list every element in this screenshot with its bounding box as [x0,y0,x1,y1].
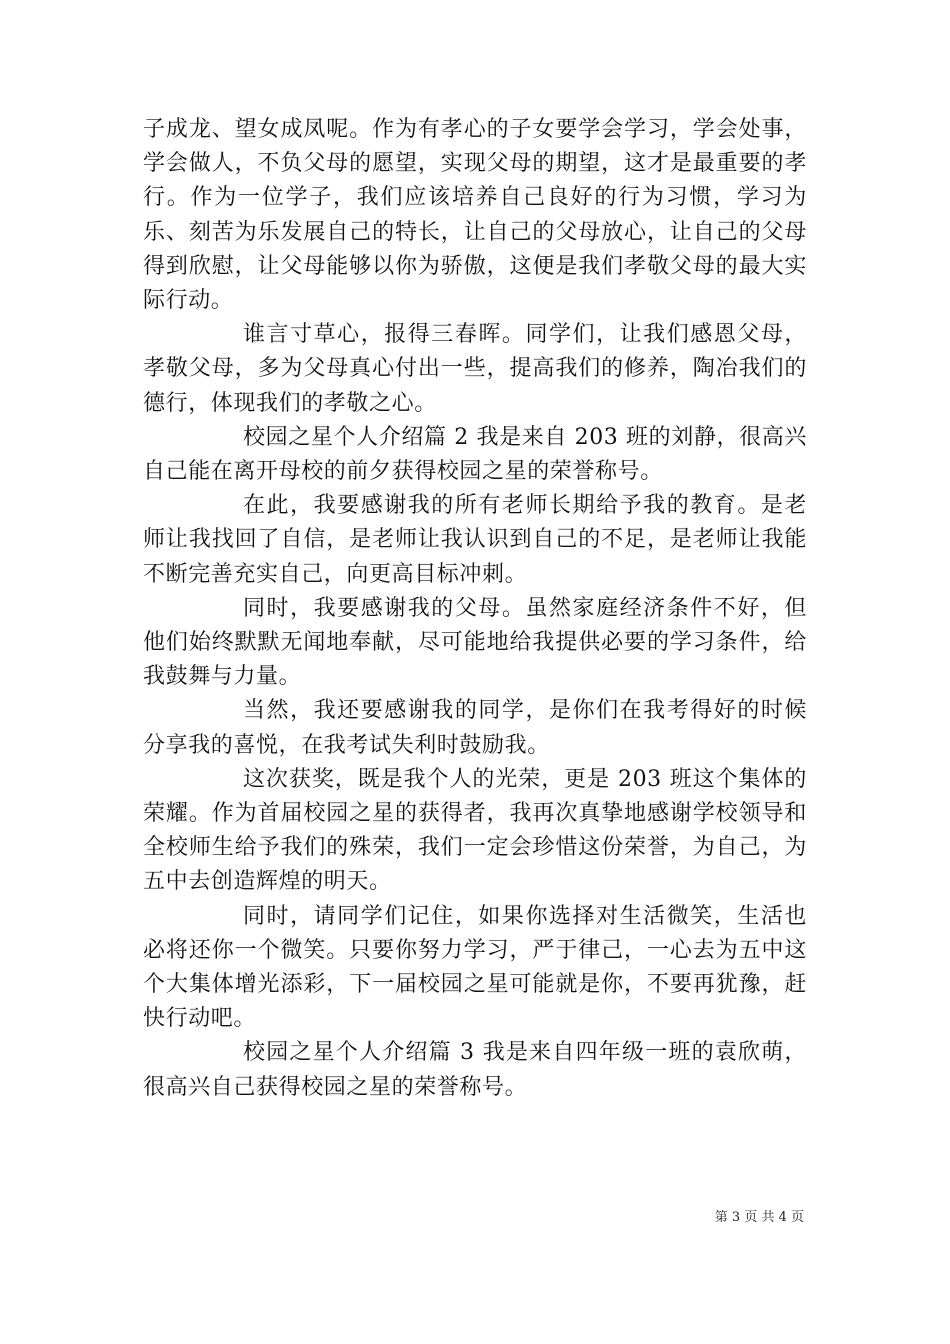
paragraph: 同时，请同学们记住，如果你选择对生活微笑，生活也必将还你一个微笑。只要你努力学习，严于律己，一心去为五中这个大集体增光添彩，下一届校园之星可能就是你，不要再犹豫，赶快行动吧。 [143,903,807,1032]
paragraph: 校园之星个人介绍篇 2 我是来自 203 班的刘静，很高兴自己能在离开母校的前夕获得校园之星的荣誉称号。 [143,424,807,485]
paragraph: 校园之星个人介绍篇 3 我是来自四年级一班的袁欣萌，很高兴自己获得校园之星的荣誉称号。 [143,1040,807,1100]
document-body [143,113,807,1105]
page-number: 第 3 页 共 4 页 [714,1210,804,1225]
paragraph: 在此，我要感谢我的所有老师长期给予我的教育。是老师让我找回了自信，是老师让我认识到自己的不足，是老师让我能不断完善充实自己，向更高目标冲刺。 [143,493,807,587]
paragraph: 谁言寸草心，报得三春晖。同学们，让我们感恩父母，孝敬父母，多为父母真心付出一些，提高我们的修养，陶冶我们的德行，体现我们的孝敬之心。 [143,322,807,416]
paragraph-continuation: 子成龙、望女成凤呢。作为有孝心的子女要学会学习，学会处事，学会做人，不负父母的愿望，实现父母的期望，这才是最重要的孝行。作为一位学子，我们应该培养自己良好的行为习惯，学习为乐、刻苦为乐发展自己的特长，让自己的父母放心，让自己的父母得到欣慰，让父母能够以你为骄傲，这便是我们孝敬父母的最大实际行动。 [143,117,807,314]
paragraph: 同时，我要感谢我的父母。虽然家庭经济条件不好，但他们始终默默无闻地奉献，尽可能地给我提供必要的学习条件，给我鼓舞与力量。 [143,595,807,690]
paragraph: 当然，我还要感谢我的同学，是你们在我考得好的时候分享我的喜悦，在我考试失利时鼓励我。 [143,698,807,758]
paragraph: 这次获奖，既是我个人的光荣，更是 203 班这个集体的荣耀。作为首届校园之星的获得者，我再次真挚地感谢学校领导和全校师生给予我们的殊荣，我们一定会珍惜这份荣誉，为自己，为五中去创造辉煌的明天。 [143,766,807,895]
